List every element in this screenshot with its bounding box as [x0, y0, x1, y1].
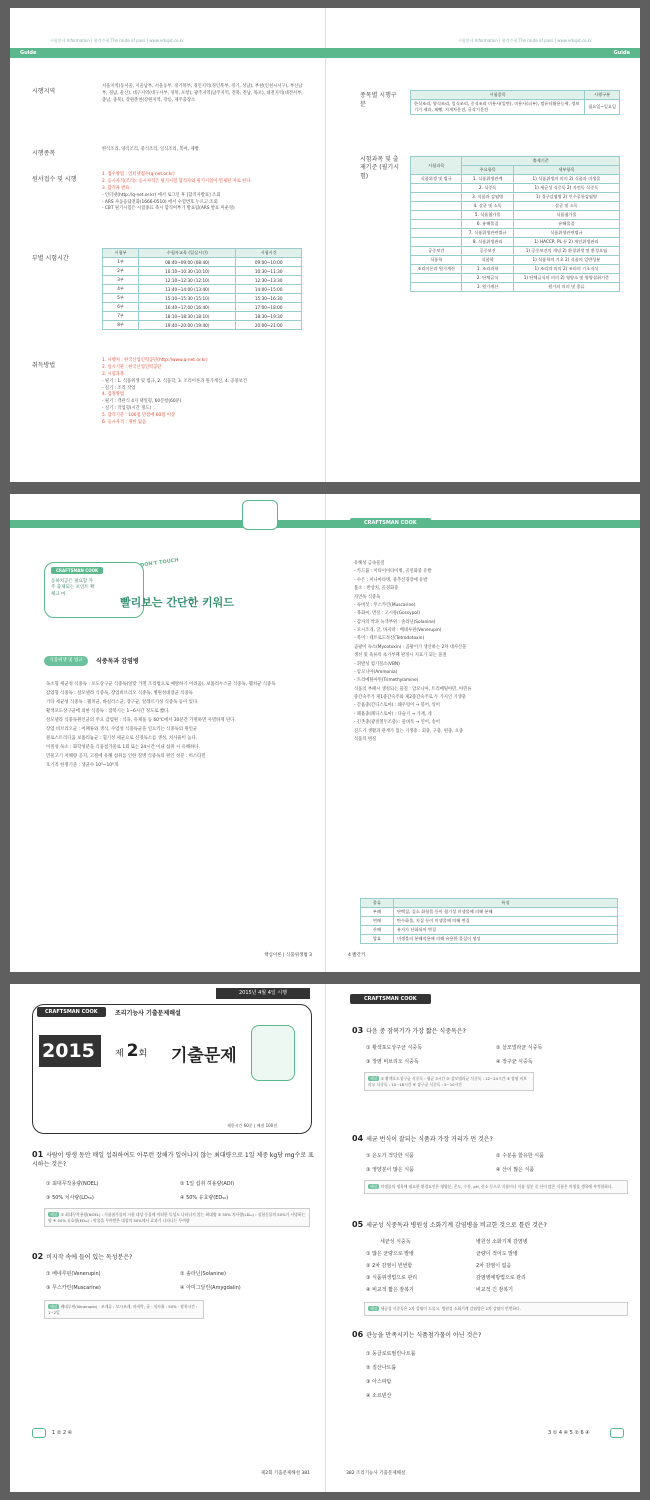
list-item: 클로스트리디움 보툴리늄균 : 혐기성 세균으로 신경독소를 생성, 치사율이 높다. [46, 736, 198, 742]
table-row: 7. 식품위생관련법규 식품위생관련법규 [411, 229, 620, 238]
list-item: 감염형 식중독 : 살모넬라 식중독, 장염비브리오 식중독, 병원성대장균 식중독 [46, 691, 193, 697]
subjects-text: 한식조리, 양식조리, 중식조리, 일식조리, 복어, 제빵 [102, 147, 199, 152]
craftsman-cook-badge: CRAFTSMAN COOK [350, 994, 431, 1004]
table-row: 8. 식품위생관리 1) HACCP, PL 등 2) 개인위생관리 [411, 238, 620, 247]
list-item: 독소형 세균성 식중독 : 포도상구균 식중독(알맞 가열 조리법으로 예방하기 어려움), 보툴리누스균 식중독, 웰치균 식중독 [46, 682, 276, 687]
schedule-table [102, 248, 302, 330]
application-item: 1. 접수방법 : 인터넷접수(q-net.or.kr) [102, 172, 175, 177]
option: ② 수분을 함유한 식품 [496, 1153, 544, 1159]
answer-key-right: 3 ① 4 ④ 5 ② 6 ④ [548, 1430, 590, 1436]
table-row: 3부 12:10~12:30 (12:10) 12:30~13:30 [103, 276, 302, 285]
list-item: - 긴촌충(광절열두조충) : 물벼룩 → 연어, 송어 [354, 720, 440, 726]
exam-page-spread [10, 984, 640, 1492]
list-item: - 암모니아(Ammonia) [354, 669, 398, 675]
exam-type-label: 종목별 시행구분 [360, 92, 397, 108]
option: ② 1일 섭취 허용량(ADI) [180, 1181, 235, 1187]
option: ① 많은 균량으로 발병 [366, 1251, 414, 1257]
application-item: 3. 합격자 발표 [102, 185, 130, 191]
schedule-header: 시험시간 [236, 249, 302, 258]
acquisition-item: - 실기 : 조리 작업 [102, 385, 136, 391]
acquisition-item: - 필기 : 객관식 4지 택일형, 60문항(60분) [102, 399, 182, 405]
application-item: - ARS 자동응답전화(1666-0510) 에서 수험번호 누르고 조회 [102, 199, 218, 205]
option: ② 질산나트륨 [366, 1365, 397, 1371]
option: ① 동클로로필린나트륨 [366, 1351, 416, 1357]
list-item: 황색포도상구균에 의한 식중독 : 잠복기는 1~6시간 정도로 짧다. [46, 709, 170, 715]
list-item: 기타 세균성 식중독 : 웰치균, 바실러스균, 장구균, 알레르기성 식중독 등이 있다. [46, 700, 199, 706]
hero-badge: CRAFTSMAN COOK [51, 567, 103, 574]
acquisition-item: 3. 시험과목 [102, 371, 125, 377]
option: 균량이 적어도 발병 [476, 1251, 518, 1257]
acquisition-item: 4. 검정방법 [102, 392, 125, 398]
column-header: 병원성 소화기계 감염병 [476, 1239, 528, 1245]
list-item: 식품의 변질 [354, 736, 377, 742]
table-row: 식품학 식품학 1) 식품학의 기초 2) 식품의 일반성분 [411, 256, 620, 265]
criteria-table: 시험과목 출제기준 주요항목 세부항목 식품위생 및 법규 1. 식품위생관계 1) 식품위생의 의의 2) 식품과 미생물 2. 식중독 1) 세균성 식중독 2) 자연독 식중독 3. 식품과 감염병 1) 경구감염병 2) 인수공통감염병 4. 살균 및 소독 살균 및 소독 5. 식품첨가물 식품첨가물 6. 유해물질 유해물질 7. 식품위생관련법규 식품위생관련법규 8. 식품위생관리 1) HACCP, PL 등 2) 개인위생관리 공중보건 공중보건 1) 공중보건의 개념 2) 환경위생 및 환경오염 식품학 식품학 1) 식품학의 기초 2) 식품의 일반성분 조리이론과 원가계산 1. 조리과학 1) 조리의 의의 2) 조리의 기초지식 2. 단체급식 1) 단체급식의 의의 2) 영양소 및 영양섭취기준 3. 원가계산 원가의 의의 및 종류 [410, 156, 620, 292]
table-row: 조리이론과 원가계산 1. 조리과학 1) 조리의 의의 2) 조리의 기초지식 [411, 265, 620, 274]
list-item: - 간흡충(간디스토마) : 왜우렁이 → 붕어, 잉어 [354, 703, 440, 709]
table-row: 4부 13:40~14:00 (13:40) 14:00~15:00 [103, 285, 302, 294]
right-keyword-list [354, 560, 626, 744]
exam-year: 2015년 [39, 1035, 101, 1067]
section-title: 식중독과 감염병 [96, 658, 139, 665]
option: ③ 50% 치사량(LD₅₀) [46, 1195, 94, 1201]
option: 비교적 긴 잠복기 [476, 1287, 513, 1293]
table-row: 식품위생 및 법규 1. 식품위생관계 1) 식품위생의 의의 2) 식품과 미생물 [411, 175, 620, 184]
list-item: - 휘발성 염기질소(VBN) [354, 661, 400, 667]
list-item: 살모넬라 식중독원인균의 주요 감염원 : 식육, 유제품 등 60℃에서 30분간 가열하면 사멸하게 된다. [46, 718, 236, 724]
table-row: 발효 미생물의 분해작용에 의해 유용한 물질이 생성 [361, 935, 618, 944]
spoilage-table: 종류 특징 부패 단백질, 질소 화합물 등이 혐기성 미생물에 의해 분해 변패 탄수화물, 지질 등이 미생물에 의해 변질 산패 유지가 산화되어 변질 발효 미생물의 분해작용에 의해 유용한 물질이 생성 [360, 898, 618, 944]
explanation-03: 해설 ① 황색포도상구균 식중독 : 평균 3시간 ② 살모넬라균 식중독 : 12~24시간 ③ 장염 비브리오 식중독 : 10~18시간 ④ 장구균 식중독 : 5~10시간 [364, 1072, 534, 1091]
acquisition-list [102, 358, 312, 427]
option: ④ 비교적 짧은 잠복기 [366, 1287, 414, 1293]
table-row: 5. 식품첨가물 식품첨가물 [411, 211, 620, 220]
answer-key-left: 1 ② 2 ④ [52, 1430, 73, 1436]
schedule-label: 부별 시험시간 [32, 255, 69, 262]
list-item: 진드기 생활과 관계가 있는 기생충 : 회충, 구충, 편충, 요충 [354, 728, 464, 734]
exam-series: 조리기능사 기출문제해설 [115, 1010, 181, 1017]
exam-type-header: 시험종목 [411, 91, 585, 100]
left-keyword-list [46, 680, 308, 770]
table-row: 4. 살균 및 소독 살균 및 소독 [411, 202, 620, 211]
option: ③ 아스파탐 [366, 1379, 392, 1385]
exam-title-box [32, 1004, 312, 1134]
list-item: 민물고기 저해량 공지, 고질에 유해 섭취를 인한 질병 식중독의 원인 성분 : 히스타민 [46, 754, 206, 760]
option: ① 베네루핀(Venerupin) [46, 1271, 101, 1277]
option: ④ 50% 유효량(ED₅₀) [180, 1195, 229, 1201]
answer-icon [610, 1428, 624, 1438]
exam-round: 제 2회 [115, 1041, 148, 1061]
list-item: - 복어 : 테트로도톡신(Tetrodotoxin) [354, 636, 425, 642]
table-row: 3. 식품과 감염병 1) 경구감염병 2) 인수공통감염병 [411, 193, 620, 202]
application-list [102, 172, 312, 213]
option: 감염병예방법으로 관리 [476, 1275, 526, 1281]
mascot-icon [242, 500, 278, 530]
acquisition-item: 6. 응시자격 : 제한 없음 [102, 419, 147, 425]
exam-title: 기출문제 [171, 1046, 237, 1066]
option: ② 2차 감염이 빈번함 [366, 1263, 413, 1269]
option: ③ 장염 비브리오 식중독 [366, 1059, 419, 1065]
exam-type-header: 시행구분 [585, 91, 620, 100]
table-row: 5부 15:10~15:30 (15:10) 15:30~16:30 [103, 294, 302, 303]
acquisition-item: 1. 시행처 : 한국산업인력공단(http://www.q-net.or.kr) [102, 358, 208, 363]
list-item: - 모시조개, 굴, 바지락 : 베네루핀(Venerupin) [354, 628, 442, 633]
keyword-page-spread [10, 494, 640, 972]
list-item: 중간숙주가 제1중간숙주와 제2중간숙주로 두 가지인 기생충 [354, 695, 466, 700]
table-row: 부패 단백질, 질소 화합물 등이 혐기성 미생물에 의해 분해 [361, 908, 618, 917]
acquisition-item: 2. 실시기관 : 한국산업인력공단 [102, 364, 162, 370]
exam-date: 2015년 4월 4일 시행 [216, 988, 310, 999]
footer-left: 핵심이론 | 식품위생법 3 [264, 953, 312, 958]
section-tag: 식품위생 및 법규 [44, 656, 88, 666]
option: ① 황색포도상구균 식중독 [366, 1045, 422, 1051]
table-row: 7부 18:10~18:30 (18:10) 18:30~19:30 [103, 312, 302, 321]
question-01: 01 사람이 평생 동안 매일 섭취하여도 아무런 장해가 일어나지 않는 최대량으로 1일 체중 kg당 mg수로 표시하는 것은? [32, 1150, 314, 1168]
question-03: 03 다음 중 잠복기가 가장 짧은 식중독은? [352, 1026, 466, 1035]
option: ① 최대무작용량(NOEL) [46, 1181, 99, 1187]
table-row: 한식조리, 양식조리, 일식조리, 중식조리 미용사(일반), 미용사(피부), 컴퓨터활용능력, 정보기기 제과, 제빵, 지게차운전, 굴삭기운전 필요일~일요일 [411, 100, 620, 115]
acquisition-item: - 필기 : 1. 식품위생 및 법규, 2. 식품학, 3. 조리이론과 원가계산, 4. 공중보건 [102, 378, 248, 384]
option: ④ 소르빈산 [366, 1393, 392, 1399]
dont-touch-text: DON'T TOUCH [139, 557, 180, 569]
explanation-04: 해설 미생물의 생육에 필요한 환경요인은 영양분, 온도, 수분, pH, 산소 등으로 식품이나 식품 성분 중 산이 많은 식품은 미생물 생육에 부적합하다. [364, 1180, 628, 1194]
acquisition-item: - 실기 : 작업형(시간 정도) [102, 406, 152, 412]
list-item: 식품의 부패시 생성되는 물질 : 암모니아, 트리메틸아민, 아민류 [354, 686, 472, 692]
list-item: 호기적 한정기준 : 생균수 10⁵~10⁶개 [46, 763, 119, 769]
option: ③ 영양분이 많은 식품 [366, 1167, 414, 1173]
list-item: - 폐흡충(폐디스토마) : 다슬기 → 가재, 게 [354, 711, 432, 717]
option: ③ 무스카린(Muscarine) [46, 1285, 101, 1291]
mascot-icon [251, 1025, 295, 1081]
option: ④ 장구균 식중독 [496, 1059, 533, 1065]
table-row: 8부 19:40~20:00 (19:40) 20:00~21:00 [103, 321, 302, 330]
exam-type-table [410, 90, 620, 115]
list-item: 유해성 금속물질 [354, 561, 385, 566]
application-label: 원서접수 및 시행 [32, 176, 77, 183]
table-row: 2부 10:10~10:30 (10:10) 10:30~11:30 [103, 267, 302, 276]
schedule-header: 수험자교육 (입실시간) [139, 249, 236, 258]
craftsman-cook-badge: CRAFTSMAN COOK [350, 518, 431, 528]
region-label: 시행지역 [32, 88, 56, 95]
exam-cc-badge: CRAFTSMAN COOK [37, 1007, 106, 1017]
table-row: 변패 탄수화물, 지질 등이 미생물에 의해 변질 [361, 917, 618, 926]
list-item: 이질성 독소 : 화학성분을 식품첨가물로 1회 또는 24시간 이내 섭취 시 유해하다. [46, 745, 200, 751]
guide-label-left: Guide [20, 50, 37, 56]
hero-subtext: 동하치공은 필요할 자주 출제되는 포인트 확 체크 마 [51, 579, 95, 597]
hero-title: 빨리보는 간단한 키워드 [120, 596, 234, 609]
answer-icon [32, 1428, 46, 1438]
footer-right: 382 조리기능사 기출문제해설 [346, 1471, 406, 1476]
explanation-05: 해설 세균성 식중독은 2차 감염이 드물고, 병원성 소화기계 감염병은 2차 감염이 빈번하다. [364, 1302, 628, 1316]
list-item: - 감자의 싹과 녹색부위 : 솔라닌(Solanine) [354, 619, 436, 625]
guide-page-spread [10, 8, 640, 482]
column-header: 세균성 식중독 [380, 1239, 411, 1245]
list-item: - 수은 : 미나마타병, 중추신경장애 유발 [354, 577, 428, 583]
option: ③ 식품위생법으로 관리 [366, 1275, 418, 1281]
list-item: - 목화씨, 면실 : 고시폴(Gossypol) [354, 611, 420, 617]
list-item: 자연독 식중독 [354, 594, 381, 600]
table-row: 산패 유지가 산화되어 변질 [361, 926, 618, 935]
option: ② 살모넬라균 식중독 [496, 1045, 543, 1051]
option: ④ 아미그달린(Amygdalin) [180, 1285, 241, 1291]
list-item: 불소 : 반상치, 골경화증 [354, 586, 399, 592]
acquisition-label: 취득방법 [32, 362, 56, 369]
option: ① 온도가 적당한 식품 [366, 1153, 414, 1159]
schedule-header: 시험부 [103, 249, 139, 258]
application-item: 2. 응시자격(조리): 응시자격은 필기시험 합격자와 필기시험이 면제된 자로 한다. [102, 178, 252, 184]
explanation-02: 해설 베네루핀(Venerupin) · 조개류 : 모시조개, 바지락, 굴 · 치사율 : 50% · 잠복시간 : 1~2일 [44, 1300, 204, 1319]
table-row: 1부 08:40~09:00 (08:40) 09:00~10:00 [103, 258, 302, 267]
list-item: - 독버섯 : 무스카린(Muscarine) [354, 602, 416, 608]
table-row: 2. 식중독 1) 세균성 식중독 2) 자연독 식중독 [411, 184, 620, 193]
option: ④ 산이 많은 식품 [496, 1167, 535, 1173]
list-item: 생선 및 육류의 초기부패 판정시 지표가 되는 물질 [354, 653, 447, 659]
application-item: - 인터넷(http://q-net.or.kr) 에서 로그인 후 [합격자발표] 조회 [102, 192, 221, 198]
list-item: 곰팡이 독소(Mycotoxin) : 곰팡이가 생산하는 2차 대사산물 [354, 644, 467, 650]
option: 2차 감염이 없음 [476, 1263, 512, 1269]
question-05: 05 세균성 식중독과 병원성 소화기계 감염병을 비교한 것으로 틀린 것은? [352, 1220, 547, 1229]
header-links-right: 시험안내 Information | 합격수험 The route of pass | www.edupd.co.kr [458, 38, 592, 43]
list-item: 장염 비브리오균 : 어패류와 생식, 수염성 식중독균을 일으키는 식중독의 원인균 [46, 727, 198, 733]
exam-meta: 제한시간 60분 | 배점 100점 [227, 1123, 278, 1128]
region-text: 서울지역(동서울, 서울남부, 서울동부, 경기북부, 경인지역(경인북부, 경기, 성남), 부천(인천시서구), 부산남부, 경남, 울산), 대구지역(대구서부, 경북, 포항), 광주지역(남주지역, 전북, 전남, 목포), 대전지역(대전서부, 충남, 충북), 강원춘천(강원지역, 강릉, 제주출장소 [102, 84, 303, 103]
acquisition-item: 5. 합격기준 : 100점 만점에 60점 이상 [102, 413, 176, 418]
footer-right: 4 빨간키 [348, 953, 366, 958]
table-row: 2. 단체급식 1) 단체급식의 의의 2) 영양소 및 영양섭취기준 [411, 274, 620, 283]
footer-left: 제2회 기출문제해설 381 [260, 1471, 310, 1476]
question-02: 02 비지작 속에 들어 있는 독성분은? [32, 1252, 133, 1261]
green-header-bar [10, 520, 640, 528]
question-06: 06 관능을 만족시키는 식품첨가물이 아닌 것은? [352, 1330, 482, 1339]
explanation-01: 해설 ① 최대무작용량(NOEL) : 식품첨가물의 시험 대상 동물에 어떠한 독성도 나타나지 않는 최대량 ③ 50% 치사량(LD₅₀) : 실험동물의 50%가 사망하는 양 ④ 50% 유효량(ED₅₀) : 약물을 투여받은 대상의 50%에서 효과가 나타나는 투여량 [44, 1208, 310, 1227]
list-item: - 카드뮴 : 이타이이타이병, 골연화증 유발 [354, 569, 432, 575]
question-04: 04 세균 번식이 잘되는 식품과 가장 거리가 먼 것은? [352, 1134, 493, 1143]
table-row: 6부 16:40~17:00 (16:40) 17:00~18:00 [103, 303, 302, 312]
table-row: 3. 원가계산 원가의 의의 및 종류 [411, 283, 620, 292]
guide-label-right: Guide [613, 50, 630, 56]
guide-header-bar [10, 48, 640, 58]
header-links-left: 시험안내 Information | 합격수험 The route of pass | www.edupd.co.kr [50, 38, 184, 43]
list-item: - 트리메틸아민(Trimethylamine) [354, 678, 419, 684]
table-row: 6. 유해물질 유해물질 [411, 220, 620, 229]
option: ② 솔라닌(Solanine) [180, 1271, 226, 1277]
subjects-label: 시행종목 [32, 150, 56, 157]
subjects-criteria-label: 시험과목 및 출제기준 (필기시험) [360, 156, 400, 180]
table-row: 공중보건 공중보건 1) 공중보건의 개념 2) 환경위생 및 환경오염 [411, 247, 620, 256]
application-item: - CBT 필기시험은 시험종료 즉시 합격여부가 발표됨(ARS 발표 미운영) [102, 206, 235, 212]
